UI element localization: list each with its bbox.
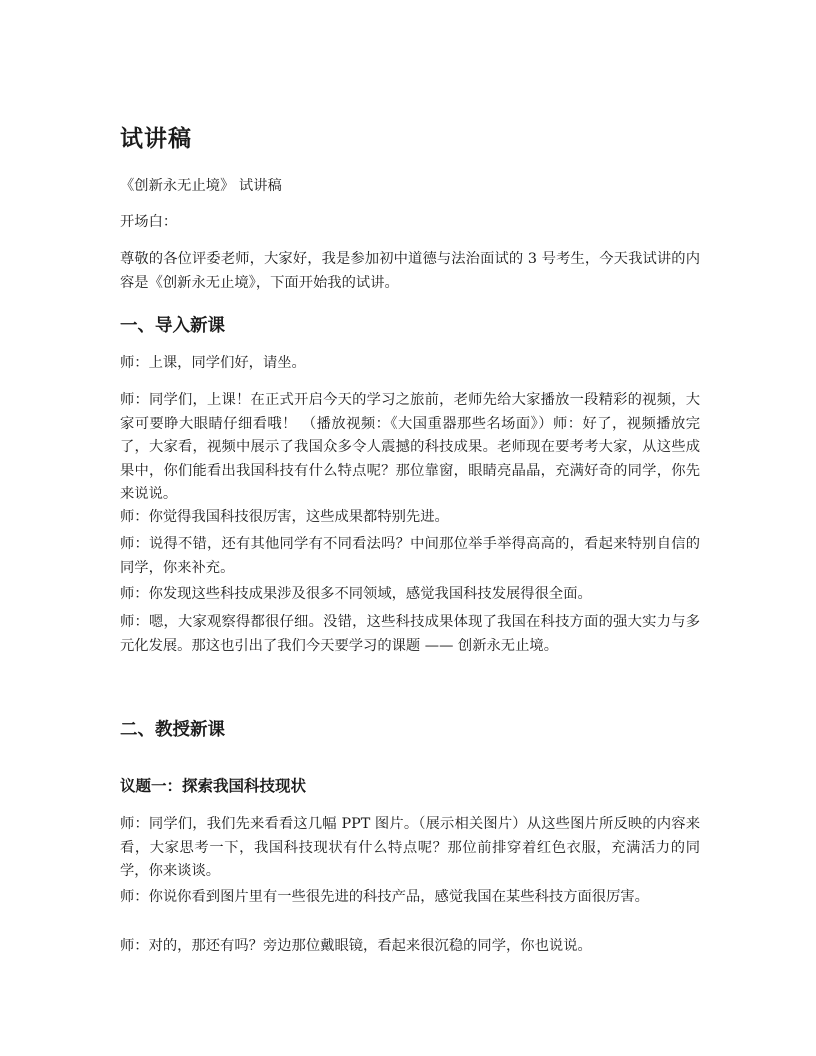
topic1-heading: 议题一：探索我国科技现状 [120, 776, 307, 795]
section2-paragraph-2: 师：你说你看到图片里有一些很先进的科技产品，感觉我国在某些科技方面很厉害。 [120, 889, 649, 905]
section1-heading: 一、导入新课 [120, 316, 225, 336]
subtitle: 《创新永无止境》 试讲稿 [120, 178, 282, 194]
section1-paragraph-4: 师：说得不错，还有其他同学有不同看法吗？中间那位举手举得高高的，看起来特别自信的同学，你来补充。 [120, 536, 700, 576]
page-title: 试讲稿 [120, 126, 192, 152]
section2-paragraph-1: 师：同学们，我们先来看看这几幅 PPT 图片。（展示相关图片）从这些图片所反映的内容来看，大家思考一下，我国科技现状有什么特点呢？那位前排穿着红色衣服，充满活力的同学，你来谈谈。 [120, 816, 700, 879]
section2-heading: 二、教授新课 [120, 720, 225, 740]
opening-label: 开场白： [120, 214, 178, 230]
section2-paragraph-3: 师：对的，那还有吗？旁边那位戴眼镜，看起来很沉稳的同学，你也说说。 [120, 938, 592, 954]
section1-paragraph-5: 师：你发现这些科技成果涉及很多不同领域，感觉我国科技发展得很全面。 [120, 586, 592, 602]
section1-paragraph-2: 师：同学们，上课！在正式开启今天的学习之旅前，老师先给大家播放一段精彩的视频，大家可要睁大眼睛仔细看哦！ （播放视频：《大国重器那些名场面》）师：好了，视频播放完了，大家看，视频中展示了我国众多令人震撼的科技成果。老师现在要考考大家，从这些成果中，你们能看出我国科技有什么特点呢？那位靠窗，眼睛亮晶晶，充满好奇的同学，你先来说说。 [120, 392, 700, 502]
opening-paragraph: 尊敬的各位评委老师，大家好，我是参加初中道德与法治面试的 3 号考生，今天我试讲的内容是《创新永无止境》，下面开始我的试讲。 [120, 251, 700, 291]
section1-paragraph-3: 师：你觉得我国科技很厉害，这些成果都特别先进。 [120, 509, 449, 525]
section1-paragraph-1: 师：上课，同学们好，请坐。 [120, 355, 306, 371]
section1-paragraph-6: 师：嗯，大家观察得都很仔细。没错，这些科技成果体现了我国在科技方面的强大实力与多元化发展。那这也引出了我们今天要学习的课题 —— 创新永无止境。 [120, 614, 700, 654]
